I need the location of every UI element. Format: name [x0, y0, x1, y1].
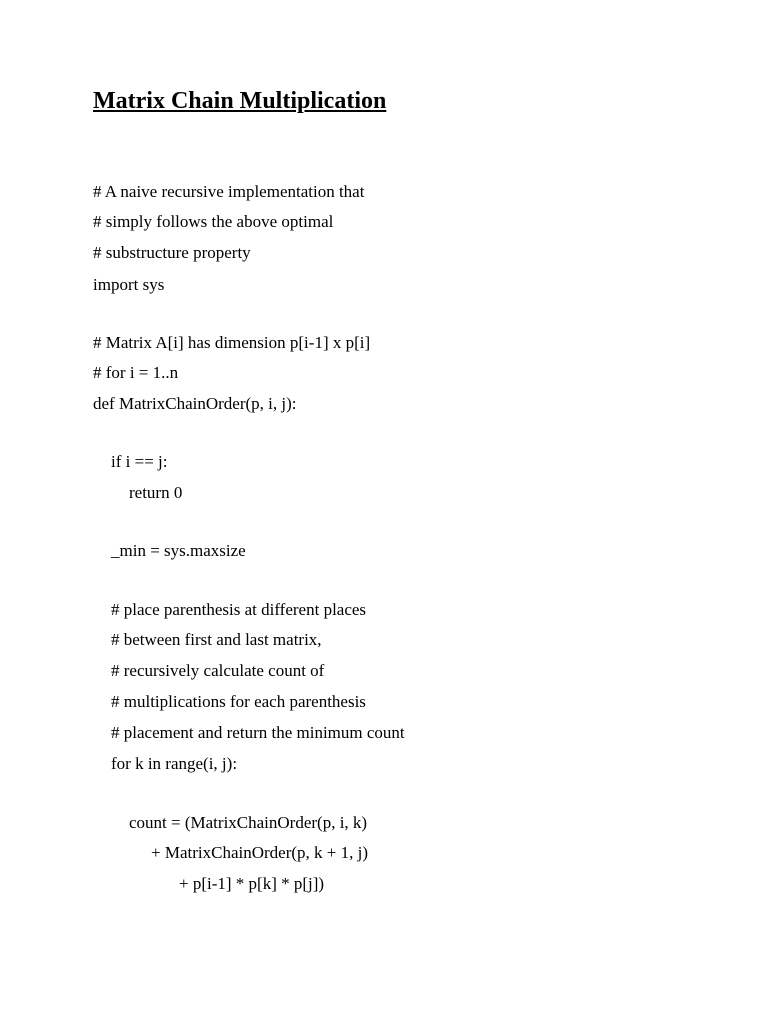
code-line: + p[i-1] * p[k] * p[j]) [179, 874, 325, 893]
code-line: _min = sys.maxsize [111, 541, 246, 560]
code-line: + MatrixChainOrder(p, k + 1, j) [151, 843, 368, 862]
code-line: # between first and last matrix, [111, 630, 322, 649]
code-line: # recursively calculate count of [111, 661, 325, 680]
code-line: # simply follows the above optimal [93, 212, 334, 231]
code-line: # substructure property [93, 243, 251, 262]
document-title: Matrix Chain Multiplication [93, 88, 387, 114]
code-line: for k in range(i, j): [111, 754, 238, 773]
code-line: # Matrix A[i] has dimension p[i-1] x p[i] [93, 333, 371, 352]
code-line: # for i = 1..n [93, 363, 179, 382]
code-line: # place parenthesis at different places [111, 600, 367, 619]
code-line: if i == j: [111, 452, 168, 471]
code-line: def MatrixChainOrder(p, i, j): [93, 394, 297, 413]
code-line: import sys [93, 275, 165, 294]
code-line: count = (MatrixChainOrder(p, i, k) [129, 813, 368, 832]
code-line: # A naive recursive implementation that [93, 182, 365, 201]
code-line: return 0 [129, 483, 183, 502]
code-line: # placement and return the minimum count [111, 723, 405, 742]
code-line: # multiplications for each parenthesis [111, 692, 366, 711]
